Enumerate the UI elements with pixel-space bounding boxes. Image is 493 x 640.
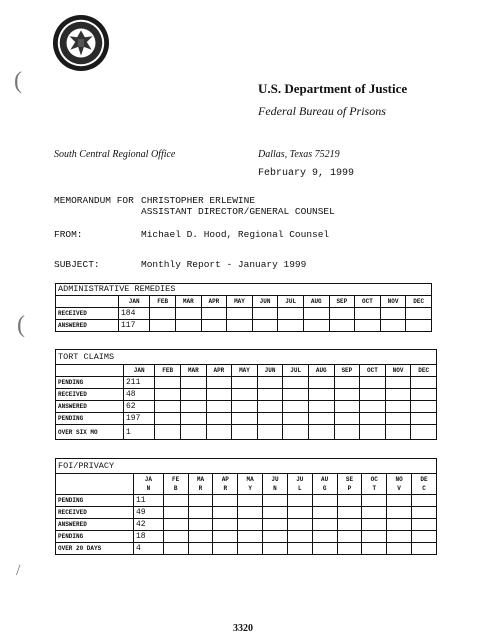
month-header: AU G xyxy=(312,474,337,495)
jan-value: 117 xyxy=(119,320,150,332)
table-row xyxy=(56,401,437,413)
month-header: MAY xyxy=(232,365,258,377)
month-header: MA Y xyxy=(238,474,263,495)
row-label: RECEIVED xyxy=(56,308,119,320)
table-row xyxy=(56,507,437,519)
admin-remedies-table xyxy=(55,283,432,332)
row-label: ANSWERED xyxy=(56,320,119,332)
month-header: JA N xyxy=(134,474,164,495)
month-header: JU N xyxy=(263,474,288,495)
row-label: PENDING xyxy=(56,413,124,425)
table-row xyxy=(56,320,432,332)
bureau-name: Federal Bureau of Prisons xyxy=(258,104,386,118)
month-header: DEC xyxy=(411,365,437,377)
margin-mark: / xyxy=(16,562,21,579)
month-header: JU L xyxy=(287,474,312,495)
table-title: FOI/PRIVACY xyxy=(56,459,437,474)
row-label: PENDING xyxy=(56,377,124,389)
month-header: MAR xyxy=(181,365,207,377)
table-row xyxy=(56,519,437,531)
month-header: NO V xyxy=(387,474,412,495)
month-header: MAY xyxy=(227,296,253,308)
row-label: ANSWERED xyxy=(56,401,124,413)
table-row xyxy=(56,531,437,543)
table-row xyxy=(56,495,437,507)
doj-seal-icon xyxy=(52,14,110,72)
corner-cell xyxy=(56,365,124,377)
month-header: NOV xyxy=(380,296,406,308)
month-header: JUN xyxy=(252,296,278,308)
table-row xyxy=(56,308,432,320)
month-header: AUG xyxy=(308,365,334,377)
memo-for-label: MEMORANDUM FOR xyxy=(54,195,134,206)
office-name: South Central Regional Office xyxy=(54,149,176,160)
month-header: SEP xyxy=(334,365,360,377)
foi-privacy-table xyxy=(55,458,437,555)
corner-cell xyxy=(56,296,119,308)
jan-value: 184 xyxy=(119,308,150,320)
department-name: U.S. Department of Justice xyxy=(258,81,408,96)
month-header: SEP xyxy=(329,296,355,308)
month-header: JAN xyxy=(124,365,155,377)
month-header: APR xyxy=(201,296,227,308)
row-label: PENDING xyxy=(56,495,134,507)
month-header: OCT xyxy=(355,296,381,308)
jan-value: 4 xyxy=(134,543,164,555)
row-label: OVER SIX MO xyxy=(56,425,124,440)
month-header: JUN xyxy=(257,365,283,377)
month-header: JAN xyxy=(119,296,150,308)
month-header: DE C xyxy=(412,474,437,495)
table-title: TORT CLAIMS xyxy=(56,350,437,365)
office-city: Dallas, Texas 75219 xyxy=(258,149,340,160)
row-label: OVER 20 DAYS xyxy=(56,543,134,555)
jan-value: 49 xyxy=(134,507,164,519)
month-header: FEB xyxy=(155,365,181,377)
table-row xyxy=(56,413,437,425)
margin-mark: ( xyxy=(14,68,22,94)
month-header: AUG xyxy=(303,296,329,308)
month-header: JUL xyxy=(283,365,309,377)
row-label: ANSWERED xyxy=(56,519,134,531)
jan-value: 197 xyxy=(124,413,155,425)
tort-claims-table xyxy=(55,349,437,440)
jan-value: 48 xyxy=(124,389,155,401)
jan-value: 18 xyxy=(134,531,164,543)
jan-value: 11 xyxy=(134,495,164,507)
subject-value: Monthly Report - January 1999 xyxy=(141,259,307,270)
memo-for-title: ASSISTANT DIRECTOR/GENERAL COUNSEL xyxy=(141,206,335,217)
memo-for-name: CHRISTOPHER ERLEWINE xyxy=(141,195,256,206)
month-header: FE B xyxy=(163,474,188,495)
month-header: APR xyxy=(206,365,232,377)
from-label: FROM: xyxy=(54,229,83,240)
jan-value: 211 xyxy=(124,377,155,389)
row-label: PENDING xyxy=(56,531,134,543)
jan-value: 62 xyxy=(124,401,155,413)
table-row xyxy=(56,389,437,401)
table-title: ADMINISTRATIVE REMEDIES xyxy=(56,284,432,296)
month-header: JUL xyxy=(278,296,304,308)
from-value: Michael D. Hood, Regional Counsel xyxy=(141,229,330,240)
month-header: NOV xyxy=(385,365,411,377)
memo-date: February 9, 1999 xyxy=(258,168,355,179)
month-header: DEC xyxy=(406,296,432,308)
page-number: 3320 xyxy=(233,623,253,634)
month-header: AP R xyxy=(213,474,238,495)
table-row xyxy=(56,543,437,555)
month-header: OC T xyxy=(362,474,387,495)
month-header: FEB xyxy=(150,296,176,308)
margin-mark: ( xyxy=(17,312,25,338)
table-row xyxy=(56,425,437,440)
row-label: RECEIVED xyxy=(56,389,124,401)
month-header: MA R xyxy=(188,474,213,495)
corner-cell xyxy=(56,474,134,495)
month-header: OCT xyxy=(360,365,386,377)
month-header: MAR xyxy=(176,296,202,308)
row-label: RECEIVED xyxy=(56,507,134,519)
table-row xyxy=(56,377,437,389)
jan-value: 1 xyxy=(124,425,155,440)
month-header: SE P xyxy=(337,474,362,495)
subject-label: SUBJECT: xyxy=(54,259,100,270)
jan-value: 42 xyxy=(134,519,164,531)
